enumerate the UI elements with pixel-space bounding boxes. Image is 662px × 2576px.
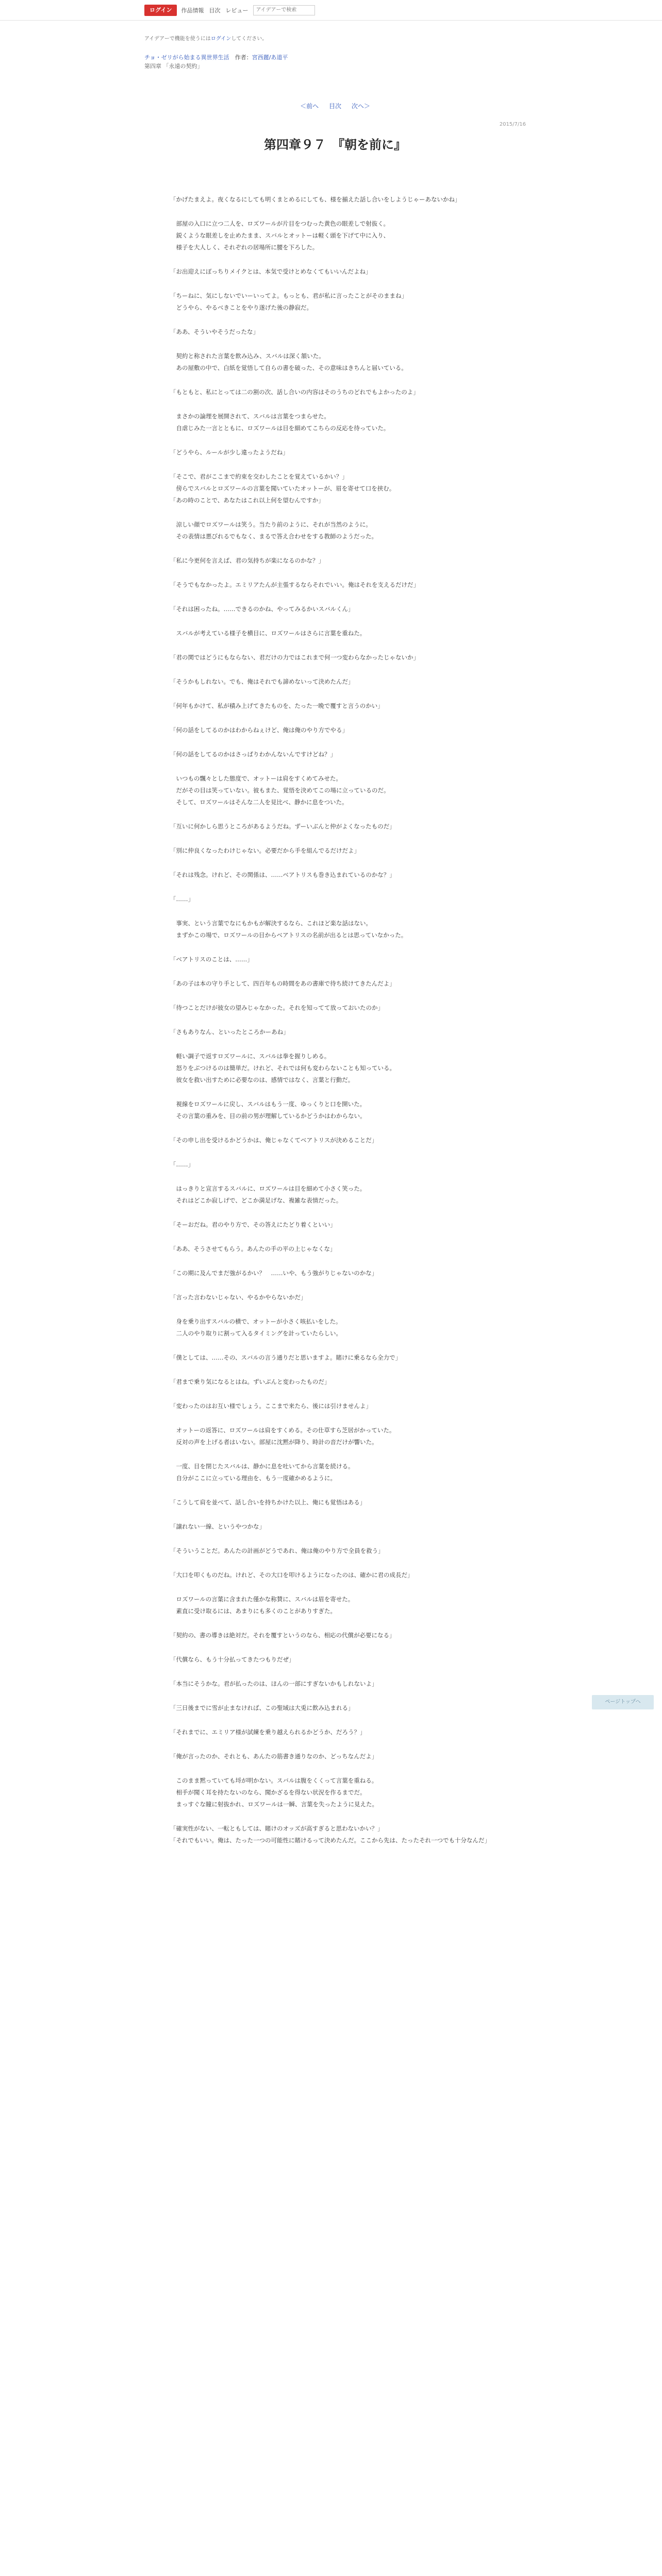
body-paragraph: オットーの返答に、ロズワールは肩をすくめる。その仕草すら芝居がかっていた。 xyxy=(170,1427,395,1434)
body-paragraph: 自分がここに立っている理由を、もう一度確かめるように。 xyxy=(170,1475,336,1482)
body-paragraph: 「契約の、書の導きは絶対だ。それを覆すというのなら、相応の代償が必要になる」 xyxy=(170,1632,395,1639)
body-paragraph: 「あの時のことで、あなたはこれ以上何を望むんですか」 xyxy=(170,497,324,504)
body-paragraph: 「そういうことだ。あんたの計画がどうであれ、俺は俺のやり方で全員を救う」 xyxy=(170,1547,384,1554)
episode-pager xyxy=(144,101,526,110)
body-paragraph: 「……」 xyxy=(170,895,194,903)
notice-suffix: してください。 xyxy=(231,36,268,42)
body-paragraph: 身を乗り出すスバルの横で、オットーが小さく咳払いをした。 xyxy=(170,1318,342,1325)
body-paragraph: 自虐じみた一言とともに、ロズワールは目を細めてこちらの反応を待っていた。 xyxy=(170,425,390,432)
body-paragraph: 「ちーねに、気にしないでいーいってよ。もっとも、君が私に言ったことがそのままね」 xyxy=(170,292,407,299)
prev-link[interactable]: ＜前へ xyxy=(300,103,319,110)
body-paragraph: 「言った言わないじゃない、やるかやらないかだ」 xyxy=(170,1294,307,1301)
body-paragraph: 「三日後までに雪が止まなければ、この聖域は大兎に飲み込まれる」 xyxy=(170,1704,354,1711)
body-paragraph: 反対の声を上げる者はいない。部屋に沈黙が降り、時計の音だけが響いた。 xyxy=(170,1438,378,1446)
nav-work-info[interactable]: 作品情報 xyxy=(181,7,204,14)
nav-toc[interactable]: 目次 xyxy=(209,7,221,14)
body-paragraph: 様子を大人しく、それぞれの居場所に腰を下ろした。 xyxy=(170,244,319,251)
body-paragraph: 「変わったのはお互い様でしょう。ここまで来たら、後には引けませんよ」 xyxy=(170,1402,372,1410)
nav-review[interactable]: レビュー xyxy=(225,7,249,14)
body-paragraph: 「私に今更何を言えば、君の気持ちが楽になるのかな？」 xyxy=(170,557,324,564)
body-paragraph: 「代償なら、もう十分払ってきたつもりだぜ」 xyxy=(170,1656,295,1663)
body-paragraph: 怒りをぶつけるのは簡単だ。けれど、それでは何も変わらないことも知っている。 xyxy=(170,1064,395,1072)
body-paragraph: 「俺が言ったのか、それとも、あんたの筋書き通りなのか、どっちなんだよ」 xyxy=(170,1753,378,1760)
body-paragraph: その表情は悪びれるでもなく、まるで答え合わせをする教師のようだった。 xyxy=(170,533,378,540)
body-paragraph: 「ああ、そうさせてもらう。あんたの手の平の上じゃなくな」 xyxy=(170,1245,336,1252)
notice-text: アイデアーで機能を使うには xyxy=(144,36,211,42)
body-paragraph: 「何年もかけて、私が積み上げてきたものを、たった一晩で覆すと言うのかい」 xyxy=(170,702,384,709)
body-paragraph: 「その申し出を受けるかどうかは、俺じゃなくてベアトリスが決めることだ」 xyxy=(170,1137,378,1144)
page-top-button[interactable]: ページトップへ xyxy=(592,1695,654,1709)
series-link[interactable]: チョ・ゼリがら始まる異世界生活 xyxy=(144,54,229,61)
body-paragraph: このまま黙っていても埒が明かない。スバルは腹をくくって言葉を重ねる。 xyxy=(170,1777,378,1784)
next-link[interactable]: 次へ＞ xyxy=(351,103,370,110)
body-paragraph: 彼女を救い出すために必要なのは、感情ではなく、言葉と行動だ。 xyxy=(170,1076,354,1083)
body-paragraph: 「君の関ではどうにもならない、君だけの力ではこれまで何一つ変わらなかったじゃないか」 xyxy=(170,654,419,661)
search-input[interactable] xyxy=(253,5,315,15)
notice-login-link[interactable]: ログイン xyxy=(210,36,231,42)
body-paragraph: スバルが考えている様子を横目に、ロズワールはさらに言葉を重ねた。 xyxy=(170,630,366,637)
body-paragraph: 契約と称された言葉を飲み込み、スバルは深く頷いた。 xyxy=(170,352,325,360)
body-paragraph: 素直に受け取るには、あまりにも多くのことがありすぎた。 xyxy=(170,1607,336,1615)
body-paragraph: まさかの論理を展開されて、スバルは言葉をつまらせた。 xyxy=(170,413,330,420)
author-label: 作者： xyxy=(235,54,252,61)
body-paragraph: 「こうして肩を並べて、話し合いを持ちかけた以上、俺にも覚悟はある」 xyxy=(170,1499,366,1506)
body-paragraph: だがその目は笑っていない。彼もまた、覚悟を決めてこの場に立っているのだ。 xyxy=(170,787,390,794)
login-notice xyxy=(144,34,526,42)
author-link[interactable]: 宮西麗/あ道平 xyxy=(252,54,288,61)
body-paragraph: 「ああ、そういやそうだったな」 xyxy=(170,328,259,335)
body-paragraph: 「互いに何かしら思うところがあるようだね。ずーいぶんと仲がよくなったものだ」 xyxy=(170,823,395,830)
body-paragraph: 「そーおだね。君のやり方で、その答えにたどり着くといい」 xyxy=(170,1221,336,1228)
main-content xyxy=(144,34,526,1846)
body-paragraph: 「そこで、君がここまで約束を交わしたことを覚えているかい？」 xyxy=(170,473,348,480)
body-paragraph: 視線をロズワールに戻し、スバルはもう一度、ゆっくりと口を開いた。 xyxy=(170,1100,366,1108)
body-paragraph: 「この期に及んでまだ強がるかい？ ……いや、もう強がりじゃないのかな」 xyxy=(170,1269,378,1277)
body-paragraph: 「何の話をしてるのかはわからねぇけど、俺は俺のやり方でやる」 xyxy=(170,726,348,734)
body-paragraph: 「さもありなん、といったところかーあね」 xyxy=(170,1028,289,1036)
body-paragraph: 「それまでに、エミリア様が試練を乗り越えられるかどうか、だろう？」 xyxy=(170,1728,366,1736)
work-meta xyxy=(144,53,526,71)
body-paragraph: 「それは残念。けれど、その関係は、……ベアトリスも巻き込まれているのかな？」 xyxy=(170,871,395,878)
body-paragraph: 「それは困ったね。……できるのかね、やってみるかいスバルくん」 xyxy=(170,605,354,613)
body-paragraph: 「ベアトリスのことは、……」 xyxy=(170,956,253,963)
body-paragraph: いつもの飄々とした態度で、オットーは肩をすくめてみせた。 xyxy=(170,775,342,782)
top-navbar xyxy=(0,0,662,21)
body-paragraph: まずかこの場で、ロズワールの目からベアトリスの名前が出るとは思っていなかった。 xyxy=(170,931,407,939)
body-paragraph: 軽い調子で返すロズワールに、スバルは拳を握りしめる。 xyxy=(170,1053,330,1060)
chapter-name: 第四章 「永遠の契約」 xyxy=(144,63,203,70)
body-paragraph: どうやら、やるべきことをやり遂げた後の静寂だ。 xyxy=(170,304,312,311)
body-paragraph: 「確実性がない、一転ともしては、賭けのオッズが高すぎると思わないかい？」 xyxy=(170,1825,384,1832)
body-paragraph: そして、ロズワールはそんな二人を見比べ、静かに息をついた。 xyxy=(170,799,348,806)
body-paragraph: その言葉の重みを、目の前の男が理解しているかどうかはわからない。 xyxy=(170,1112,366,1120)
body-paragraph: 「もともと、私にとっては二の割の次、話し合いの内容はそのうちのどれでもよかったのよ」 xyxy=(170,388,419,396)
body-paragraph: まっすぐな瞳に射抜かれ、ロズワールは一瞬、言葉を失ったように見えた。 xyxy=(170,1801,378,1808)
body-paragraph: 「待つことだけが彼女の望みじゃなかった。それを知ってて放っておいたのか」 xyxy=(170,1004,384,1011)
body-paragraph: 「何の話をしてるのかはさっぱりわかんないんですけどね？」 xyxy=(170,751,336,758)
body-paragraph: 「そうでもなかったよ。エミリアたんが主張するならそれでいい。俺はそれを支えるだけだ」 xyxy=(170,581,419,588)
body-paragraph: 「そうかもしれない。でも、俺はそれでも諦めないって決めたんだ」 xyxy=(170,678,354,685)
body-paragraph: はっきりと宣言するスバルに、ロズワールは目を細めて小さく笑った。 xyxy=(170,1185,366,1192)
body-paragraph: 「お出迎えにぼっちりメイクとは、本気で受けとめなくてもいいんだよね」 xyxy=(170,268,372,275)
login-button[interactable]: ログイン xyxy=(144,5,177,16)
body-paragraph: 傍らでスバルとロズワールの言葉を聞いていたオットーが、眉を寄せて口を挟む。 xyxy=(170,485,395,492)
body-paragraph: 「あの子は本の守り手として、四百年もの時間をあの書庫で待ち続けてきたんだよ」 xyxy=(170,980,395,987)
novel-body xyxy=(144,194,526,1846)
index-link[interactable]: 目次 xyxy=(328,103,341,110)
body-paragraph: 「……」 xyxy=(170,1161,194,1168)
body-paragraph: ロズワールの言葉に含まれた僅かな称賛に、スバルは眉を寄せた。 xyxy=(170,1596,354,1603)
body-paragraph: 「本当にそうかな。君が払ったのは、ほんの一部にすぎないかもしれないよ」 xyxy=(170,1680,378,1687)
body-paragraph: 「譲れない一線、というやつかな」 xyxy=(170,1523,265,1530)
body-paragraph: 一度、目を閉じたスバルは、静かに息を吐いてから言葉を続ける。 xyxy=(170,1463,354,1470)
body-paragraph: それはどこか寂しげで、どこか満足げな、複雑な表情だった。 xyxy=(170,1197,342,1204)
body-paragraph: 「大口を叩くものだね。けれど、その大口を叩けるようになったのは、確かに君の成長だ」 xyxy=(170,1571,413,1579)
body-paragraph: 「僕としては、……その、スバルの言う通りだと思いますよ。賭けに乗るなら全力で」 xyxy=(170,1354,402,1361)
post-date: 2015/7/16 xyxy=(499,122,526,127)
body-paragraph: 部屋の入口に立つ二人を、ロズワールが片目をつむった黄色の眼差しで射抜く。 xyxy=(170,220,390,227)
body-paragraph: 「それでもいい。俺は、たった一つの可能性に賭けるって決めたんだ。ここから先は、たったそれ一つでも十分なんだ」 xyxy=(170,1837,490,1844)
body-paragraph: 二人のやり取りに割って入るタイミングを計っていたらしい。 xyxy=(170,1330,342,1337)
episode-title: 第四章９７ 『朝を前に』 xyxy=(264,138,406,152)
body-paragraph: 「別に仲良くなったわけじゃない。必要だから手を組んでるだけだよ」 xyxy=(170,847,360,854)
body-paragraph: 事実、という言葉でなにもかもが解決するなら、これほど楽な話はない。 xyxy=(170,920,372,927)
body-paragraph: 「君まで乗り気になるとはね。ずいぶんと変わったものだ」 xyxy=(170,1378,330,1385)
body-paragraph: 相手が聞く耳を持たないのなら、聞かざるを得ない状況を作るまでだ。 xyxy=(170,1789,366,1796)
body-paragraph: あの屋敷の中で、白紙を覚悟して自らの書を破った、その意味はきちんと届いている。 xyxy=(170,364,407,371)
body-paragraph: 鋭くような眼差しを止めたまま、スバルとオットーは軽く頭を下げて中に入り、 xyxy=(170,232,390,239)
body-paragraph: 「かげたまえよ。夜くなるにしても明くまとめるにしても、様を揃えた話し合いをしようじゃーあないかね」 xyxy=(170,196,461,203)
body-paragraph: 涼しい顔でロズワールは笑う。当たり前のように、それが当然のように。 xyxy=(170,521,372,528)
body-paragraph: 「どうやら、ルールが少し違ったようだね」 xyxy=(170,449,289,456)
